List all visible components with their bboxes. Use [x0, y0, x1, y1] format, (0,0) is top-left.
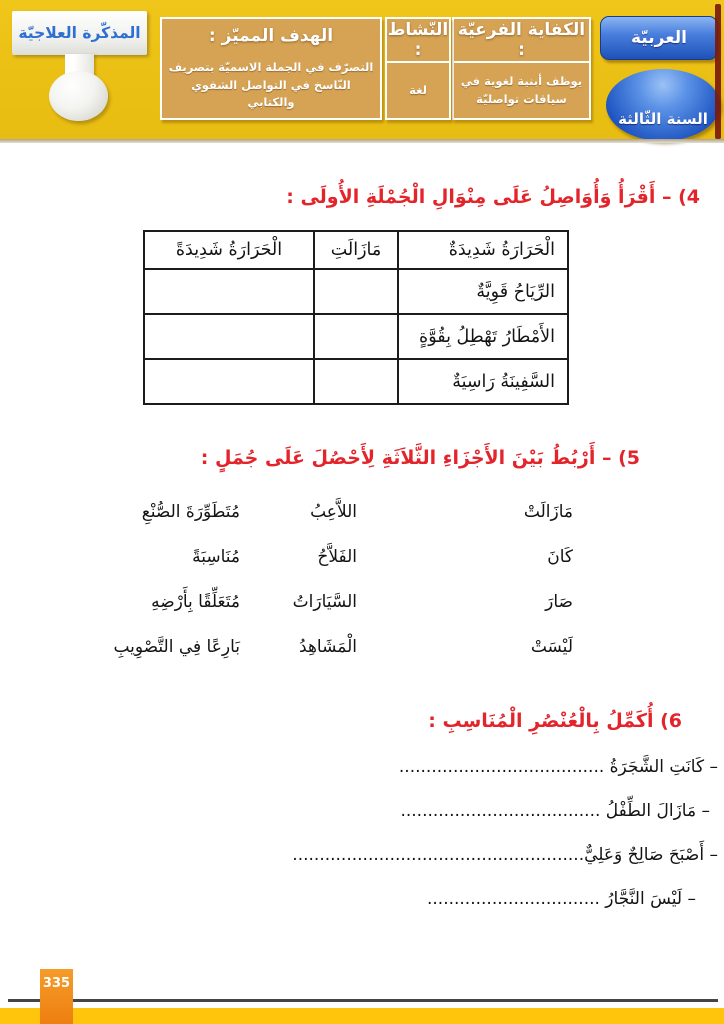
exercise4-table [143, 230, 569, 405]
footer-rule [8, 999, 718, 1002]
remedial-notebook-label: المذكّرة العلاجيّة [18, 24, 141, 42]
predicate-item: مُتَطَوِّرَةَ الصُّنْعِ [141, 501, 240, 522]
subject-cell: السَّفِينَةُ رَاسِيَةٌ [398, 359, 568, 404]
table-header-row [144, 231, 568, 269]
year-badge-label: السنة الثّالثة [618, 110, 708, 128]
column-header-predicate: الْحَرَارَةُ شَدِيدَةً [144, 231, 314, 269]
subject-badge-label: العربيّة [630, 28, 687, 48]
exercise5-verbs-column [453, 489, 573, 669]
answer-cell [144, 359, 314, 404]
exercise4-heading: 4) – أَقْرَأُ وَأُوَاصِلُ عَلَى مِنْوَالِ الْجُمْلَةِ الأُولَى : [286, 186, 700, 208]
exercise5-heading: 5) – أَرْبُطُ بَيْنَ الأَجْزَاءِ الثَّلاَثَةِ لِأَحْصُلَ عَلَى جُمَلٍ : [200, 447, 640, 469]
answer-cell [144, 269, 314, 314]
subject-badge [600, 16, 718, 60]
pendulum-ball-icon [49, 71, 108, 121]
verb-item: صَارَ [545, 591, 573, 612]
predicate-item: مُنَاسِبَةً [192, 546, 240, 567]
remedial-notebook-tab [12, 11, 147, 55]
page-header [0, 0, 724, 139]
objective-box [160, 17, 382, 120]
competency-body: يوظف أبنية لغوية في سياقات تواصليّة [460, 73, 583, 106]
objective-title: الهدف المميّز : [208, 26, 334, 46]
subject-cell: الرِّيَاحُ قَوِيَّةٌ [398, 269, 568, 314]
predicate-item: مُتَعَلِّقًا بِأَرْضِهِ [151, 591, 240, 612]
activity-title: النّشاط : [387, 19, 449, 63]
scan-edge-strip [715, 4, 721, 139]
subject-cell: الأَمْطَارُ تَهْطِلُ بِقُوَّةٍ [398, 314, 568, 359]
page-number-tab [40, 969, 73, 1024]
verb-item: لَيْسَتْ [530, 636, 573, 657]
predicate-item: بَارِعًا فِي التَّصْوِيبِ [113, 636, 240, 657]
noun-item: الْمَشَاهِدُ [299, 636, 357, 657]
noun-item: اللاَّعِبُ [310, 501, 357, 522]
answer-cell [144, 314, 314, 359]
column-header-verb: مَازَالَتِ [314, 231, 398, 269]
table-row [144, 269, 568, 314]
exercise5-predicates-column [70, 489, 240, 669]
noun-item: الفَلاَّحُ [317, 546, 357, 567]
answer-cell [314, 269, 398, 314]
answer-cell [314, 359, 398, 404]
exercise6-list [292, 757, 718, 933]
table-row [144, 359, 568, 404]
bottom-bar [0, 1008, 724, 1024]
fill-in-item: – لَيْسَ النَّجَّارُ ................................ [426, 889, 696, 909]
competency-title: الكفاية الفرعيّة : [454, 19, 589, 63]
fill-in-item: – كَانَتِ الشَّجَرَةُ ...................................... [398, 757, 718, 777]
answer-cell [314, 314, 398, 359]
column-header-subject: الْحَرَارَةُ شَدِيدَةٌ [398, 231, 568, 269]
fill-in-item: – مَازَالَ الطِّفْلُ ..................................... [400, 801, 710, 821]
page-number: 335 [42, 976, 71, 991]
table-row [144, 314, 568, 359]
noun-item: السَّيَارَاتُ [292, 591, 357, 612]
year-badge [606, 69, 720, 141]
header-shadow [0, 139, 724, 143]
competency-box [452, 17, 591, 120]
activity-body: لغة [409, 82, 427, 97]
exercise6-heading: 6) أُكَمِّلُ بِالْعُنْصُرِ الْمُنَاسِبِ : [428, 710, 682, 732]
activity-box [385, 17, 451, 120]
objective-body: التصرّف في الجملة الاسميّة بتصريف النّاسخ في التواصل الشفوي والكتابي [168, 59, 374, 110]
fill-in-item: – أَصْبَحَ صَالِحٌ وَعَلِيٌّ...................................................... [292, 845, 718, 865]
verb-item: كَانَ [547, 546, 573, 567]
verb-item: مَازَالَتْ [523, 501, 573, 522]
